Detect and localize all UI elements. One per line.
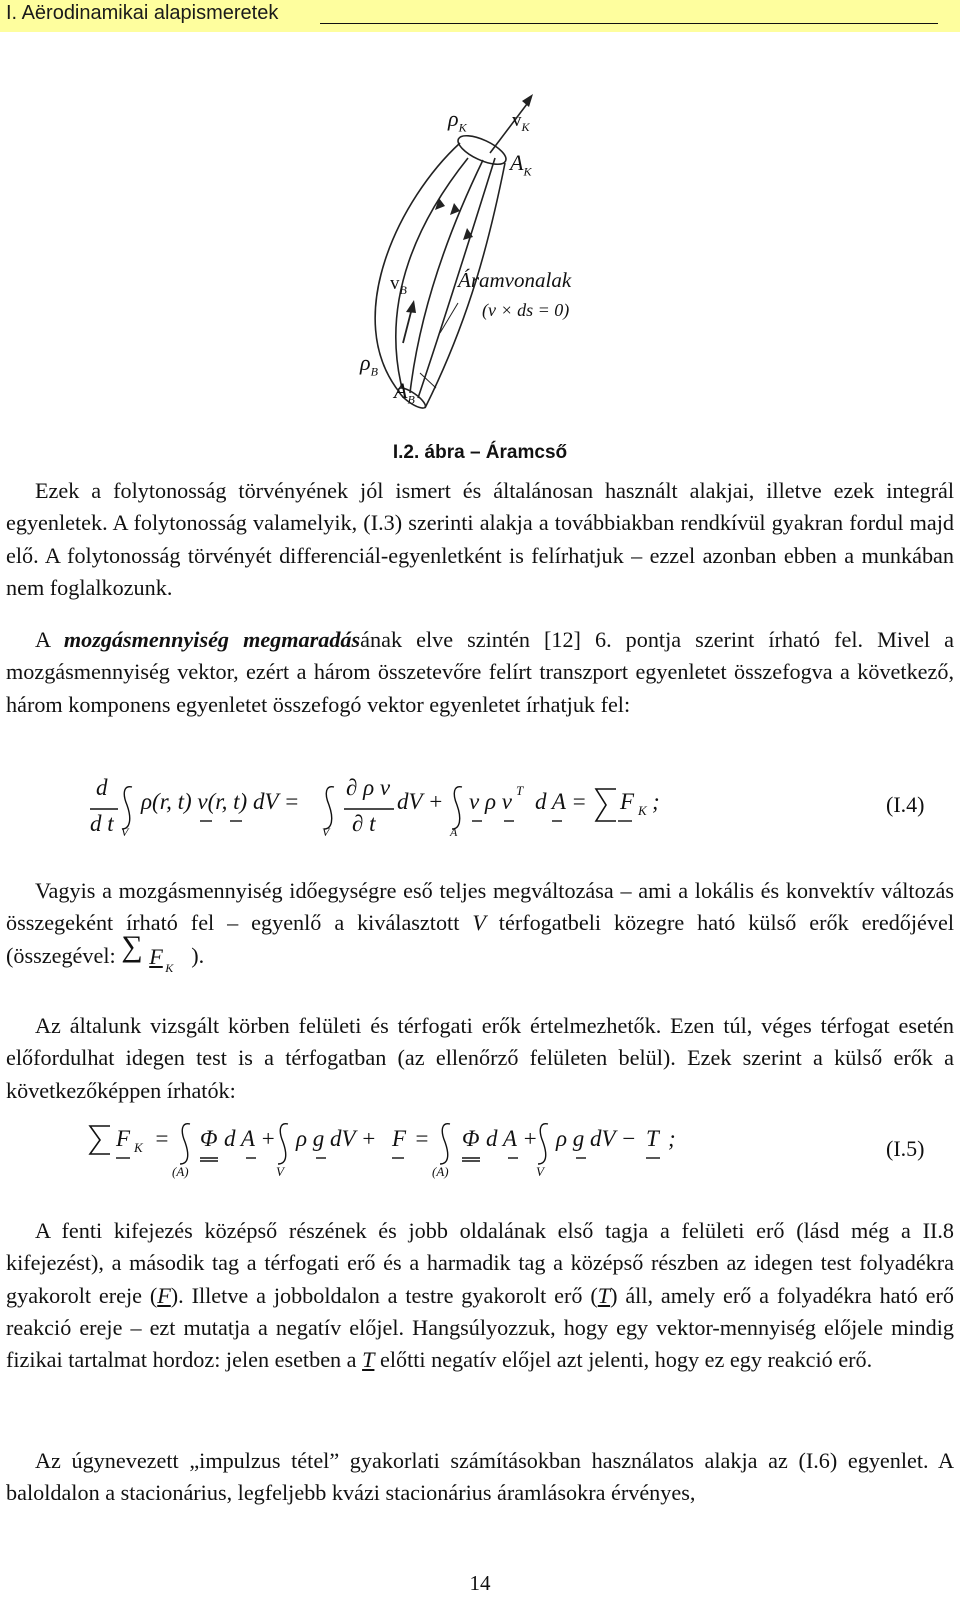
stream-tube-figure [340,88,640,428]
label-v-k: $v_K$ [512,110,530,134]
figure-caption: I.2. ábra – Áramcső [392,442,568,463]
stream-tube-diagram [340,88,640,428]
page-number: 14 [469,1571,491,1595]
equation-I4-graphics [0,775,960,855]
paragraph-impulse-theorem: Az úgynevezett „impulzus tétel” gyakorlati számításokban használatos alakja az (I.6) egyenlet. A baloldalon a stacionárius, legfeljebb kvázi stacionárius áramlásokra érvényes, [6,1448,954,1506]
label-v-b: $v_B$ [390,273,407,297]
paragraph-momentum: A mozgásmennyiség megmaradásának elve szintén [12] 6. pontja szerint írható fel. Mivel a mozgásmennyiség vektor, ezért a három összetevőre felírt transzport egyenletet összefogva a következő, három komponens egyenletet összefogó vektor egyenletet írhatjuk fel: [6,627,954,717]
label-streamline-condition: (v × ds = 0) [482,300,570,320]
running-header [0,0,960,32]
term-momentum-conservation: mozgásmennyiség megmaradás [63,627,361,652]
paragraph-forces: Az általunk vizsgált körben felületi és térfogati erők értelmezhetők. Ezen túl, véges térfogat esetén előfordulhat idegen test is a térfogatban (az ellenőrző felületen belül). Ezek szerint a külső erők a következőképpen írhatók: [6,1013,954,1103]
equation-number-I4: (I.4) [886,792,925,817]
paragraph-interpretation: Vagyis a mozgásmennyiség időegységre eső teljes megváltozása – ami a lokális és konvektív változás összegeként írható fel – egyenlő a kiválasztott V térfogatbeli közegre ható külső erők eredőjével (összegével: ∑ F K ). [6,878,955,975]
equation-I5-graphics [0,1118,960,1184]
paragraph-continuity: Ezek a folytonosság törvényének jól ismert és általánosan használt alakjai, illetve ezek integrál egyenletek. A folytonosság valamelyik, (I.3) szerinti alakja a továbbiakban rendkívül gyakran fordul majd elő. A folytonosság törvényét differenciál-egyenletként is felírhatjuk – ezzel azonban ebben a munkában nem foglalkozunk. [6,478,954,600]
tube-left-wall [375,143,460,393]
header-title: I. Aërodinamikai alapismeretek [6,2,279,24]
label-a-b: $A_B$ [394,378,415,407]
inline-sum-FK: ∑ F K [121,929,174,975]
equation-I5: F K = (A) Φ d A + V ρ g dV + F = (A) Φ d A + V ρ g dV − T ; (I.5) [0,1118,960,1184]
header-rule [320,23,938,24]
paragraph-force-terms: A fenti kifejezés középső részének és jobb oldalának első tagja a felületi erő (lásd még a II.8 kifejezést), a második tag a térfogati erő és a harmadik tag a középső részben az idegen test folyadékra gyakorolt ereje (F). Illetve a jobboldalon a testre gyakorolt erő (T) áll, amely erő a folyadékra ható erő reakció ereje – ezt mutatja a negatív előjel. Hangsúlyozzuk, hogy egy vektor-mennyiség előjele mindig fizikai tartalmat hordoz: jelen esetben a T előtti negatív előjel azt jelenti, hogy ez egy reakció erő. [6,1218,954,1373]
label-rho-k: $\rho_K$ [448,106,467,135]
equation-number-I5: (I.5) [886,1136,925,1161]
label-streamlines: Áramvonalak [458,268,572,292]
equation-I4: d d t V ρ(r, t) v(r, t) dV = V ∂ ρ v ∂ t dV + A v ρ v T d A = F K ; (I.4) [0,775,960,855]
label-a-k: $A_K$ [510,150,532,179]
label-rho-b: $\rho_B$ [360,350,378,379]
